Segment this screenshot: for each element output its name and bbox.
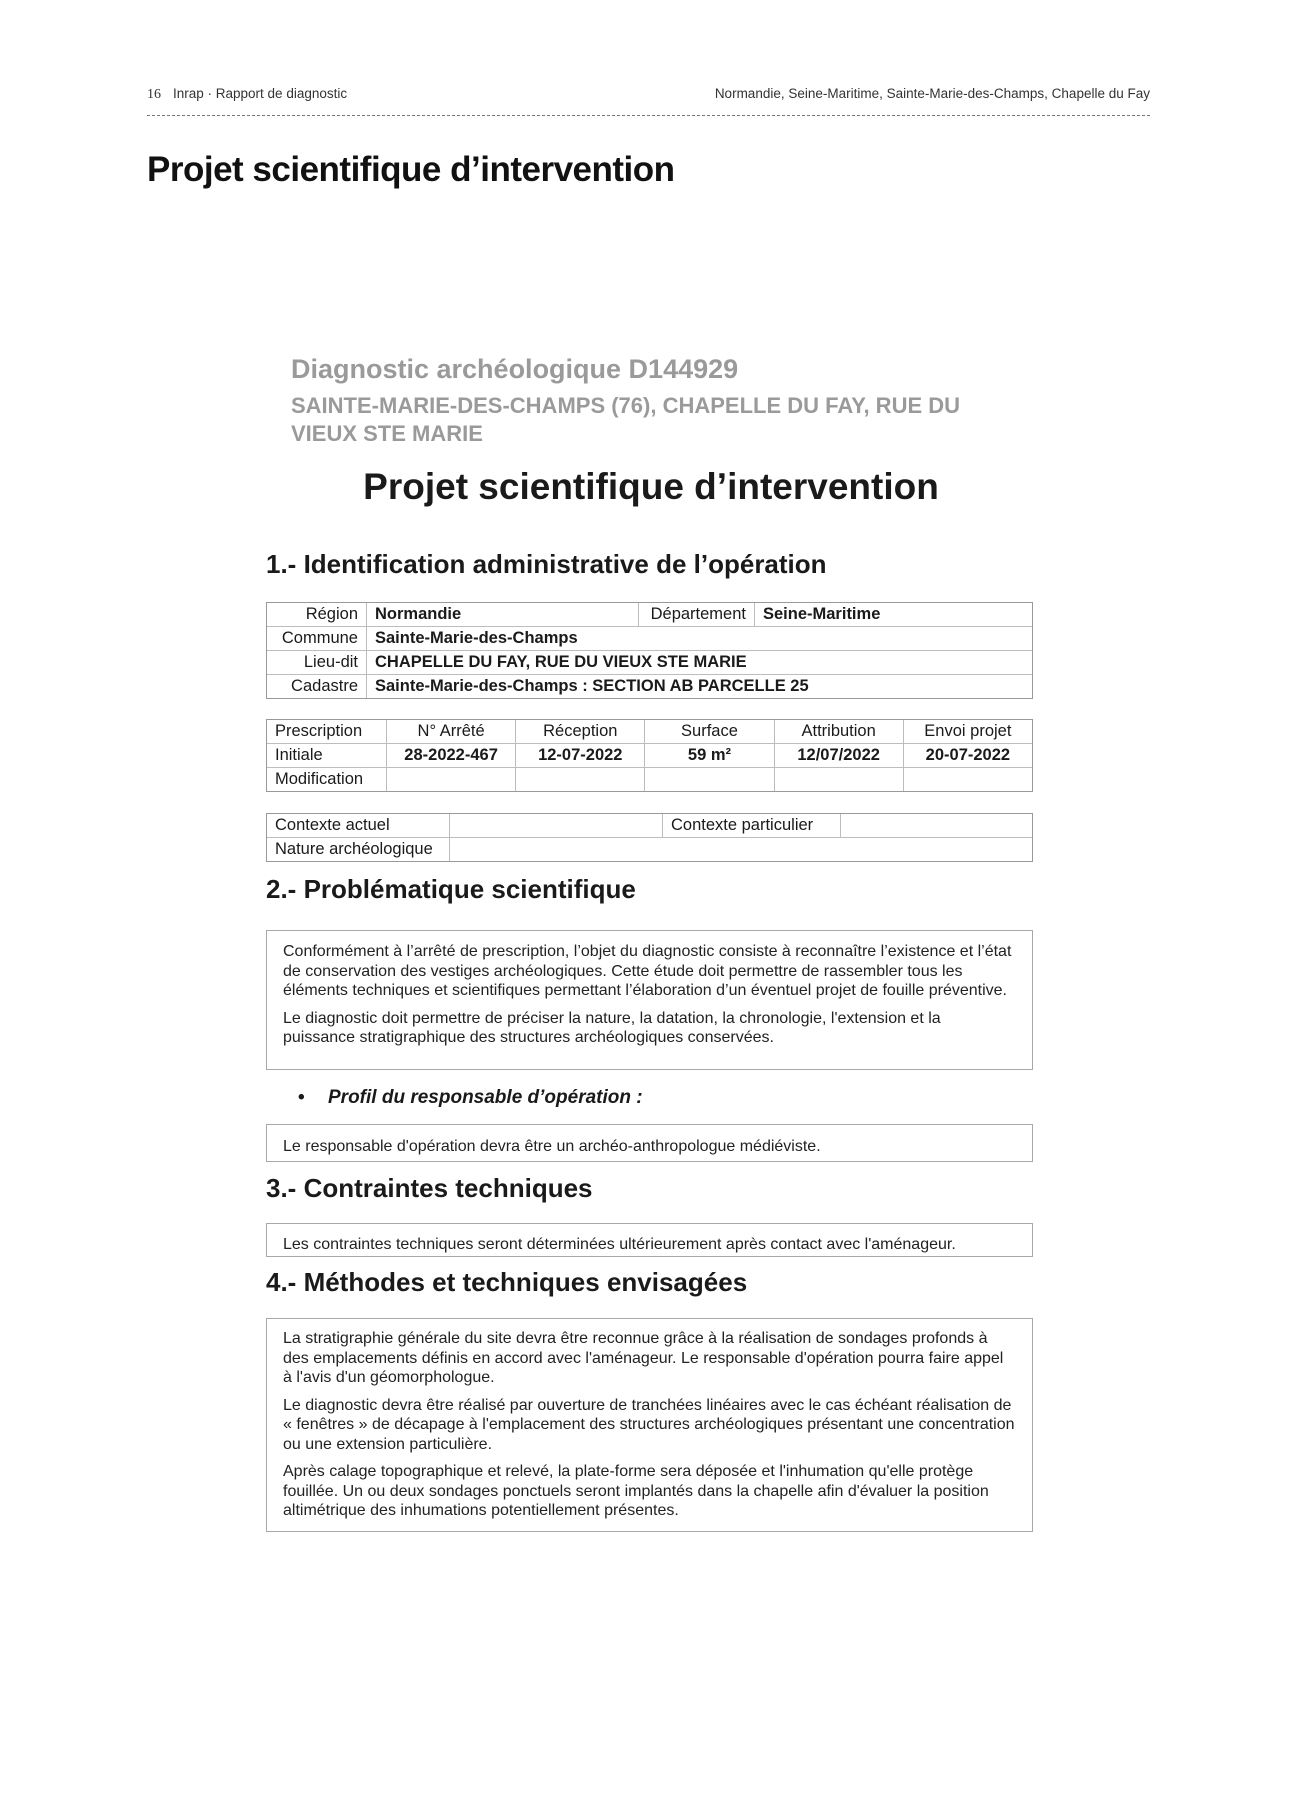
header-divider: [147, 115, 1150, 116]
table-cell: 12/07/2022: [774, 744, 903, 768]
contexte-actuel-value: [450, 814, 663, 838]
admin-table: [266, 602, 1033, 699]
table-row: [267, 838, 1033, 862]
contexte-particulier-label: Contexte particulier: [663, 814, 841, 838]
running-header-left: [147, 86, 347, 103]
table-row: [267, 603, 1033, 627]
table-cell: 12-07-2022: [516, 744, 645, 768]
table-cell: 20-07-2022: [903, 744, 1032, 768]
table-row: [267, 744, 1033, 768]
column-header: Réception: [516, 720, 645, 744]
section4-heading: 4.- Méthodes et techniques envisagées: [266, 1267, 748, 1297]
nature-archeologique-label: Nature archéologique: [267, 838, 450, 862]
paragraph: Le diagnostic devra être réalisé par ouverture de tranchées linéaires avec le cas échéant réalisation de « fenêtres » de décapage à l'emplacement des structures archéologiques présentant une concentration ou une extension particulière.: [283, 1396, 1015, 1453]
paragraph: Après calage topographique et relevé, la plate-forme sera déposée et l'inhumation qu'elle protège fouillée. Un ou deux sondages ponctuels seront implantés dans la chapelle afin d'évaluer la position altimétrique des inhumations potentiellement présentes.: [283, 1463, 989, 1519]
region-label: Région: [267, 603, 367, 627]
table-cell: 59 m²: [645, 744, 774, 768]
section2-heading: 2.- Problématique scientifique: [266, 874, 636, 904]
column-header: Attribution: [774, 720, 903, 744]
table-row: [267, 651, 1033, 675]
diagnostic-subtitle: SAINTE-MARIE-DES-CHAMPS (76), CHAPELLE DU FAY, RUE DU VIEUX STE MARIE: [291, 393, 961, 446]
paragraph: Le diagnostic doit permettre de préciser la nature, la datation, la chronologie, l'extension et la puissance stratigraphique des structures archéologiques conservées.: [283, 1009, 941, 1046]
document-main-title: Projet scientifique d’intervention: [363, 466, 939, 507]
profil-heading: Profil du responsable d’opération :: [328, 1087, 643, 1108]
table-cell: Initiale: [267, 744, 387, 768]
table-cell: [903, 768, 1032, 792]
table-row: [267, 814, 1033, 838]
commune-value: Sainte-Marie-des-Champs: [367, 627, 1033, 651]
methodes-box: [266, 1318, 1033, 1532]
cadastre-label: Cadastre: [267, 675, 367, 699]
profil-box: [266, 1124, 1033, 1162]
diagnostic-title: Diagnostic archéologique D144929: [291, 354, 739, 384]
table-cell: 28-2022-467: [387, 744, 516, 768]
lieudit-value: CHAPELLE DU FAY, RUE DU VIEUX STE MARIE: [367, 651, 1033, 675]
page-number: 16: [147, 87, 161, 102]
table-cell: [774, 768, 903, 792]
lieudit-label: Lieu-dit: [267, 651, 367, 675]
section1-heading: 1.- Identification administrative de l’opération: [266, 549, 827, 579]
problematique-box: [266, 930, 1033, 1070]
column-header: Prescription: [267, 720, 387, 744]
table-cell: [387, 768, 516, 792]
section3-heading: 3.- Contraintes techniques: [266, 1173, 593, 1203]
profil-bullet: [298, 1087, 643, 1109]
page-title: Projet scientifique d’intervention: [147, 150, 675, 189]
table-cell: [516, 768, 645, 792]
publisher-label: Inrap · Rapport de diagnostic: [173, 86, 348, 101]
paragraph: Le responsable d'opération devra être un archéo-anthropologue médiéviste.: [283, 1138, 821, 1155]
departement-value: Seine-Maritime: [755, 603, 1033, 627]
departement-label: Département: [639, 603, 755, 627]
table-row: [267, 675, 1033, 699]
table-header-row: [267, 720, 1033, 744]
table-cell: Modification: [267, 768, 387, 792]
contexte-particulier-value: [841, 814, 1033, 838]
commune-label: Commune: [267, 627, 367, 651]
bullet-icon: •: [298, 1087, 305, 1108]
column-header: N° Arrêté: [387, 720, 516, 744]
column-header: Surface: [645, 720, 774, 744]
table-row: [267, 768, 1033, 792]
nature-archeologique-value: [450, 838, 1033, 862]
column-header: Envoi projet: [903, 720, 1032, 744]
paragraph: Les contraintes techniques seront déterminées ultérieurement après contact avec l'aménageur.: [283, 1236, 956, 1253]
contexte-actuel-label: Contexte actuel: [267, 814, 450, 838]
table-cell: [645, 768, 774, 792]
prescription-table: [266, 719, 1033, 792]
running-header-location: Normandie, Seine-Maritime, Sainte-Marie-des-Champs, Chapelle du Fay: [714, 86, 1150, 101]
table-row: [267, 627, 1033, 651]
contraintes-box: [266, 1223, 1033, 1257]
context-table: [266, 813, 1033, 862]
paragraph: La stratigraphie générale du site devra être reconnue grâce à la réalisation de sondages profonds à des emplacements définis en accord avec l'aménageur. Le responsable d'opération pourra faire appel à l'avis d'un géomorphologue.: [283, 1330, 1004, 1386]
paragraph: Conformément à l’arrêté de prescription, l’objet du diagnostic consiste à reconnaître l’existence et l’état de conservation des vestiges archéologiques. Cette étude doit permettre de rassembler tous les éléments techniques et scientifiques permettant l’élaboration d’un éventuel projet de fouille préventive.: [283, 943, 1012, 999]
cadastre-value: Sainte-Marie-des-Champs : SECTION AB PARCELLE 25: [367, 675, 1033, 699]
region-value: Normandie: [367, 603, 639, 627]
